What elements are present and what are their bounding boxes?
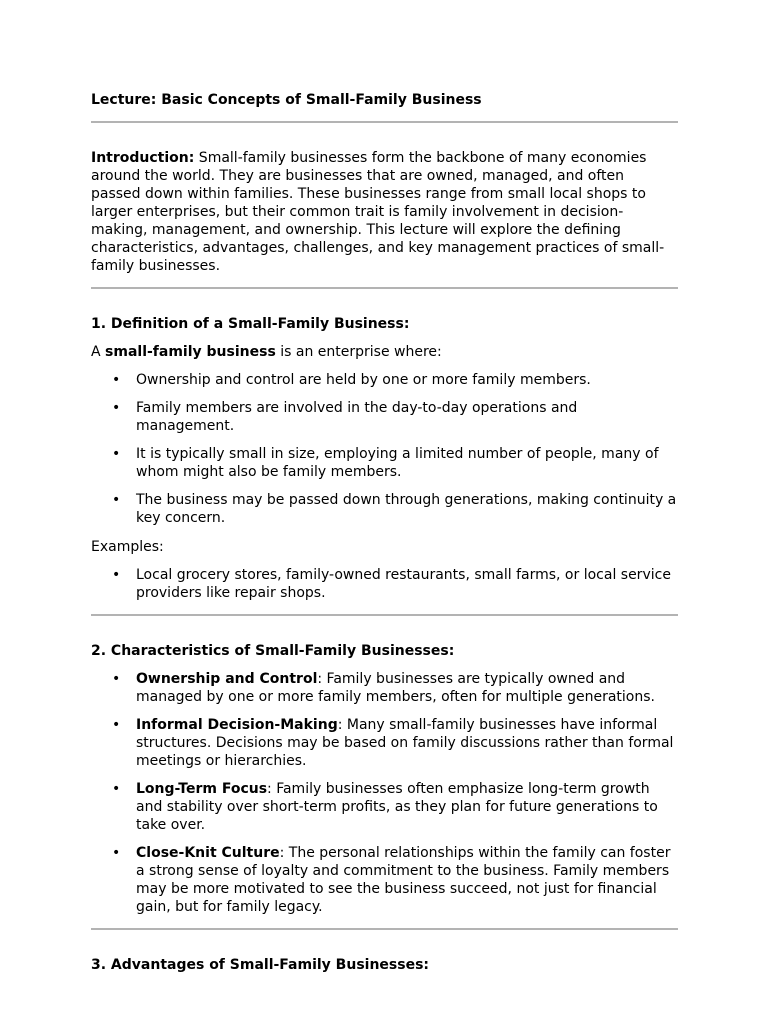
bullet-icon: •	[112, 372, 121, 388]
section-heading-definition: 1. Definition of a Small-Family Business:	[91, 316, 410, 332]
bullet-icon: •	[112, 781, 121, 797]
intro-paragraph	[91, 149, 678, 275]
bullet-icon: •	[112, 717, 121, 733]
examples-list	[91, 566, 678, 602]
list-item	[91, 670, 678, 706]
section-heading-advantages: 3. Advantages of Small-Family Businesses:	[91, 957, 430, 973]
section-heading-characteristics: 2. Characteristics of Small-Family Businesses:	[91, 643, 455, 659]
list-item	[91, 844, 678, 916]
list-item	[91, 445, 678, 481]
document-content	[91, 91, 678, 974]
list-item-term: Close-Knit Culture	[136, 845, 280, 861]
list-item	[91, 566, 678, 602]
list-item-text: It is typically small in size, employing a limited number of people, many of whom might also be family members.	[136, 446, 659, 480]
list-item	[91, 716, 678, 770]
bullet-icon: •	[112, 845, 121, 861]
page-title: Lecture: Basic Concepts of Small-Family Business	[91, 92, 482, 108]
list-item	[91, 491, 678, 527]
list-item-term: Ownership and Control	[136, 671, 318, 687]
divider	[91, 928, 678, 930]
list-item-term: Long-Term Focus	[136, 781, 268, 797]
list-item	[91, 371, 678, 389]
list-item-text: Local grocery stores, family-owned restaurants, small farms, or local service providers like repair shops.	[136, 567, 671, 601]
definition-lead-term: small-family business	[105, 344, 276, 360]
list-item-text: The business may be passed down through generations, making continuity a key concern.	[136, 492, 677, 526]
list-item-text: : Family businesses are typically owned and managed by one or more family members, often for multiple generations.	[136, 671, 655, 705]
divider	[91, 121, 678, 123]
list-item-text: : Many small-family businesses have informal structures. Decisions may be based on family discussions rather than formal meetings or hierarchies.	[136, 717, 674, 769]
characteristics-list	[91, 670, 678, 916]
list-item-text: : Family businesses often emphasize long-term growth and stability over short-term profits, as they plan for future generations to take over.	[136, 781, 658, 833]
examples-label: Examples:	[91, 539, 164, 555]
bullet-icon: •	[112, 400, 121, 416]
divider	[91, 614, 678, 616]
definition-lead	[91, 343, 678, 361]
intro-label: Introduction:	[91, 150, 195, 166]
bullet-icon: •	[112, 567, 121, 583]
list-item	[91, 399, 678, 435]
list-item	[91, 780, 678, 834]
divider	[91, 287, 678, 289]
list-item-text: Family members are involved in the day-to-day operations and management.	[136, 400, 578, 434]
bullet-icon: •	[112, 446, 121, 462]
intro-text: Small-family businesses form the backbone of many economies around the world. They are businesses that are owned, managed, and often passed down within families. These businesses range from small local shops to larger enterprises, but their common trait is family involvement in decision-making, management, and ownership. This lecture will explore the defining characteristics, advantages, challenges, and key management practices of small-family businesses.	[91, 150, 665, 274]
list-item-text: Ownership and control are held by one or more family members.	[136, 372, 591, 388]
list-item-text: : The personal relationships within the family can foster a strong sense of loyalty and commitment to the business. Family members may be more motivated to see the business succeed, not just for financial gain, but for family legacy.	[136, 845, 671, 915]
definition-lead-a: A	[91, 344, 106, 360]
list-item-term: Informal Decision-Making	[136, 717, 338, 733]
bullet-icon: •	[112, 671, 121, 687]
definition-lead-rest: is an enterprise where:	[275, 344, 442, 360]
definition-list	[91, 371, 678, 527]
bullet-icon: •	[112, 492, 121, 508]
